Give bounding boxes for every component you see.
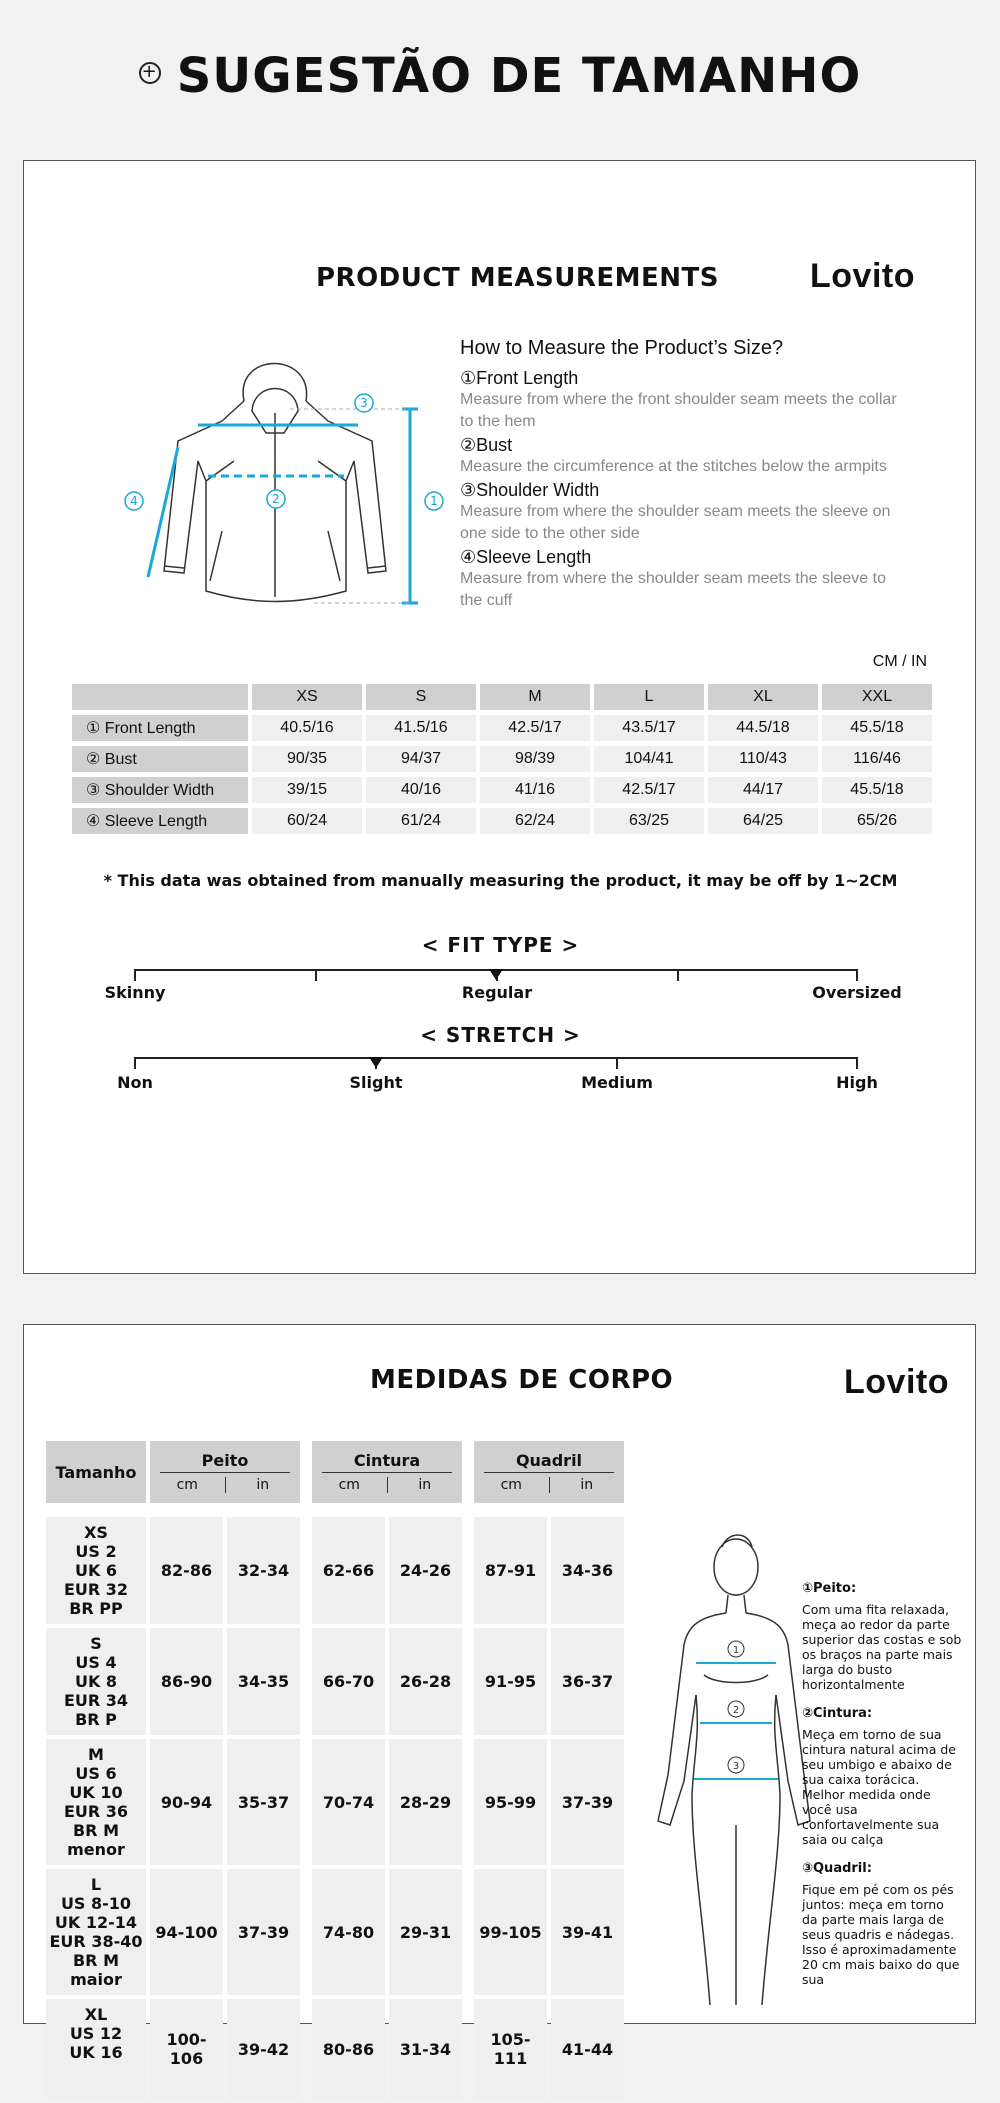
row-label: ③ Shoulder Width: [72, 777, 248, 803]
table-cell: 94/37: [366, 746, 476, 772]
size-header: XXL: [822, 684, 932, 710]
note-title: ②Cintura:: [802, 1706, 873, 1721]
head-outline: [714, 1539, 758, 1595]
column-gap: [304, 1517, 308, 1624]
body-heading: MEDIDAS DE CORPO: [370, 1365, 674, 1395]
size-line: EUR 36: [63, 1802, 129, 1821]
fit-selected-marker: [489, 969, 503, 980]
table-row: [72, 715, 932, 741]
column-gap: [304, 1628, 308, 1735]
table-row: [46, 1517, 624, 1624]
size-line: XS: [84, 1523, 108, 1542]
howto-item-label: ①Front Length: [460, 368, 579, 388]
size-header: XS: [252, 684, 362, 710]
size-line: US 8-10: [60, 1894, 132, 1913]
unit-cm: cm: [338, 1477, 360, 1493]
size-line: UK 12-14: [54, 1913, 138, 1932]
table-cell: 24-26: [389, 1517, 462, 1624]
table-cell: 45.5/18: [822, 777, 932, 803]
column-gap: [304, 1869, 308, 1995]
table-cell: 40/16: [366, 777, 476, 803]
jacket-diagram: [114, 341, 474, 631]
table-cell: 29-31: [389, 1869, 462, 1995]
table-cell: 43.5/17: [594, 715, 704, 741]
table-cell: 44.5/18: [708, 715, 818, 741]
hood-outline: [243, 364, 306, 402]
howto-item-desc: Measure the circumference at the stitches below the armpits: [460, 458, 887, 475]
product-heading: PRODUCT MEASUREMENTS: [316, 263, 719, 293]
size-column-header: Tamanho: [46, 1441, 146, 1503]
table-cell: 42.5/17: [480, 715, 590, 741]
unit-cm: cm: [176, 1477, 198, 1493]
table-cell: 104/41: [594, 746, 704, 772]
size-cell: [46, 1869, 146, 1995]
table-cell: 41-44: [551, 1999, 624, 2099]
size-line: UK 6: [74, 1561, 118, 1580]
row-label: ④ Sleeve Length: [72, 808, 248, 834]
size-line: US 4: [75, 1653, 117, 1672]
table-cell: 41.5/16: [366, 715, 476, 741]
figure-label-3: 3: [732, 1761, 740, 1772]
left-leg: [692, 1695, 710, 2005]
howto-item-desc: Measure from where the shoulder seam meets the sleeve to the cuff: [460, 570, 886, 609]
table-row: [72, 808, 932, 834]
figure-label-2: 2: [732, 1705, 740, 1716]
table-cell: 37-39: [227, 1869, 300, 1995]
column-gap: [466, 1517, 470, 1624]
row-label: ① Front Length: [72, 715, 248, 741]
table-cell: 110/43: [708, 746, 818, 772]
howto-item-label: ④Sleeve Length: [460, 547, 592, 567]
sleeve-measure-line: [148, 447, 178, 577]
table-cell: 98/39: [480, 746, 590, 772]
table-cell: 62/24: [480, 808, 590, 834]
unit-in: in: [549, 1477, 625, 1493]
table-cell: 28-29: [389, 1739, 462, 1865]
table-cell: 60/24: [252, 808, 362, 834]
table-cell: 66-70: [312, 1628, 385, 1735]
size-line: S: [90, 1634, 102, 1653]
howto-item-label: ③Shoulder Width: [460, 480, 600, 500]
row-label: ② Bust: [72, 746, 248, 772]
header-spacer-row: [46, 1507, 624, 1513]
table-cell: 105-111: [474, 1999, 547, 2099]
size-line: BR M menor: [67, 1821, 125, 1859]
group-title: Cintura: [322, 1451, 452, 1473]
size-cell: [46, 1628, 146, 1735]
measurement-note: * This data was obtained from manually measuring the product, it may be off by 1~2CM: [103, 871, 898, 890]
table-cell: 95-99: [474, 1739, 547, 1865]
table-cell: 32-34: [227, 1517, 300, 1624]
howto-item-label: ②Bust: [460, 435, 513, 455]
table-cell: 41/16: [480, 777, 590, 803]
table-cell: 65/26: [822, 808, 932, 834]
fit-tick: [315, 969, 317, 981]
brand-logo: Lovito: [810, 257, 915, 295]
brand-logo: Lovito: [844, 1363, 949, 1401]
unit-subheader: [474, 1477, 624, 1493]
size-line: US 12: [69, 2024, 123, 2043]
table-row: [72, 777, 932, 803]
table-header-row: [46, 1441, 624, 1503]
unit-in: in: [387, 1477, 463, 1493]
table-cell: 90/35: [252, 746, 362, 772]
page-title: [0, 48, 1000, 104]
table-cell: 40.5/16: [252, 715, 362, 741]
column-gap: [466, 1739, 470, 1865]
size-line: L: [90, 1875, 102, 1894]
size-line: XL: [84, 2005, 108, 2024]
size-cell: [46, 1517, 146, 1624]
table-cell: 64/25: [708, 808, 818, 834]
group-title: Quadril: [484, 1451, 614, 1473]
table-cell: 74-80: [312, 1869, 385, 1995]
howto-title: How to Measure the Product’s Size?: [460, 337, 784, 359]
howto-item-desc: Measure from where the shoulder seam meets the sleeve on one side to the other side: [460, 503, 891, 542]
column-gap: [466, 1441, 470, 1503]
figure-label-1: 1: [732, 1645, 740, 1656]
body-measurement-table: [42, 1437, 628, 2103]
stretch-label-medium: Medium: [581, 1073, 653, 1092]
howto-item-desc: Measure from where the front shoulder seam meets the collar to the hem: [460, 391, 897, 430]
label-2-text: 2: [272, 492, 280, 506]
table-cell: 100-106: [150, 1999, 223, 2099]
table-cell: 34-36: [551, 1517, 624, 1624]
stretch-scale-line: [134, 1057, 858, 1059]
stretch-title: < STRETCH >: [420, 1023, 581, 1047]
page-title-text: SUGESTÃO DE TAMANHO: [176, 48, 862, 104]
size-header: M: [480, 684, 590, 710]
table-cell: 91-95: [474, 1628, 547, 1735]
size-line: UK 10: [69, 1783, 123, 1802]
neck: [726, 1595, 746, 1613]
group-header-quadril: [474, 1441, 624, 1503]
table-cell: 94-100: [150, 1869, 223, 1995]
header-blank-cell: [72, 684, 248, 710]
size-header: XL: [708, 684, 818, 710]
table-cell: 82-86: [150, 1517, 223, 1624]
spacer-cell: [46, 1507, 624, 1513]
group-title: Peito: [160, 1451, 290, 1473]
size-header: L: [594, 684, 704, 710]
table-cell: 45.5/18: [822, 715, 932, 741]
size-line: UK 16: [69, 2043, 123, 2062]
unit-label: CM / IN: [872, 653, 927, 670]
fit-tick: [856, 969, 858, 981]
table-row: [72, 746, 932, 772]
unit-subheader: [312, 1477, 462, 1493]
group-header-cintura: [312, 1441, 462, 1503]
column-gap: [466, 1628, 470, 1735]
table-cell: 26-28: [389, 1628, 462, 1735]
body-measurements-card: [23, 1324, 976, 2068]
bust-line: [704, 1675, 768, 1683]
table-cell: 36-37: [551, 1628, 624, 1735]
label-3-text: 3: [360, 396, 368, 410]
column-gap: [304, 1441, 308, 1503]
stretch-tick: [856, 1057, 858, 1069]
size-line: US 6: [75, 1764, 117, 1783]
table-cell: 63/25: [594, 808, 704, 834]
column-gap: [304, 1739, 308, 1865]
unit-subheader: [150, 1477, 300, 1493]
fit-tick: [677, 969, 679, 981]
right-leg: [762, 1695, 780, 2005]
stretch-tick: [616, 1057, 618, 1069]
note-title: ①Peito:: [802, 1581, 857, 1596]
table-cell: 44/17: [708, 777, 818, 803]
unit-cm: cm: [500, 1477, 522, 1493]
table-row: [46, 1628, 624, 1735]
right-arm: [746, 1613, 810, 1825]
table-cell: 61/24: [366, 808, 476, 834]
size-line: BR P: [75, 1710, 117, 1729]
how-to-measure: [460, 337, 900, 612]
table-cell: 42.5/17: [594, 777, 704, 803]
table-cell: 39-41: [551, 1869, 624, 1995]
stretch-label-non: Non: [117, 1073, 153, 1092]
size-line: UK 8: [74, 1672, 118, 1691]
size-line: M: [88, 1745, 104, 1764]
panel-seams: [206, 461, 346, 481]
size-line: US 2: [75, 1542, 117, 1561]
column-gap: [466, 1869, 470, 1995]
table-cell: 116/46: [822, 746, 932, 772]
table-cell: 70-74: [312, 1739, 385, 1865]
product-measurement-table: [68, 679, 936, 839]
size-line: EUR 32: [63, 1580, 129, 1599]
size-line: BR M maior: [70, 1951, 122, 1989]
table-cell: 99-105: [474, 1869, 547, 1995]
table-cell: 86-90: [150, 1628, 223, 1735]
table-header-row: [72, 684, 932, 710]
table-cell: 37-39: [551, 1739, 624, 1865]
table-cell: 87-91: [474, 1517, 547, 1624]
label-4-text: 4: [130, 494, 138, 508]
fit-label-skinny: Skinny: [104, 983, 166, 1002]
stretch-selected-marker: [369, 1057, 383, 1068]
size-line: BR PP: [69, 1599, 123, 1618]
stretch-label-high: High: [836, 1073, 878, 1092]
size-line: EUR 34: [63, 1691, 129, 1710]
table-cell: 35-37: [227, 1739, 300, 1865]
stretch-tick: [134, 1057, 136, 1069]
table-row: [46, 1999, 624, 2099]
size-header: S: [366, 684, 476, 710]
size-cell: [46, 1739, 146, 1865]
table-cell: 80-86: [312, 1999, 385, 2099]
note-text: Fique em pé com os pés juntos: meça em torno da parte mais larga de seus quadris e nádegas. Isso é aproximadamente 20 cm mais baixo do que sua: [802, 1882, 960, 1987]
stretch-label-slight: Slight: [349, 1073, 403, 1092]
table-row: [46, 1869, 624, 1995]
table-cell: 90-94: [150, 1739, 223, 1865]
table-row: [46, 1739, 624, 1865]
fit-tick: [134, 969, 136, 981]
note-text: Com uma fita relaxada, meça ao redor da parte superior das costas e sob os braços na parte mais larga do busto horizontalmente: [802, 1602, 962, 1692]
table-cell: 39-42: [227, 1999, 300, 2099]
fit-label-oversized: Oversized: [812, 983, 902, 1002]
group-header-peito: [150, 1441, 300, 1503]
product-measurements-card: [23, 160, 976, 1274]
column-gap: [304, 1999, 308, 2099]
table-cell: 62-66: [312, 1517, 385, 1624]
fit-type-title: < FIT TYPE >: [421, 933, 580, 957]
column-gap: [466, 1999, 470, 2099]
table-cell: 31-34: [389, 1999, 462, 2099]
table-cell: 34-35: [227, 1628, 300, 1735]
body-measure-notes: [802, 1581, 962, 1987]
table-cell: 39/15: [252, 777, 362, 803]
note-text: Meça em torno de sua cintura natural acima de seu umbigo e abaixo de sua caixa torácica. Melhor medida onde você usa confortavelmente sua saia ou calça: [802, 1727, 956, 1847]
note-title: ③Quadril:: [802, 1861, 872, 1876]
fit-label-regular: Regular: [461, 983, 533, 1002]
size-line: EUR 38-40: [49, 1932, 143, 1951]
label-1-text: 1: [430, 494, 438, 508]
plus-circle-icon: +: [139, 62, 161, 84]
size-cell: [46, 1999, 146, 2099]
body-figure: [644, 1525, 804, 2005]
unit-in: in: [225, 1477, 301, 1493]
